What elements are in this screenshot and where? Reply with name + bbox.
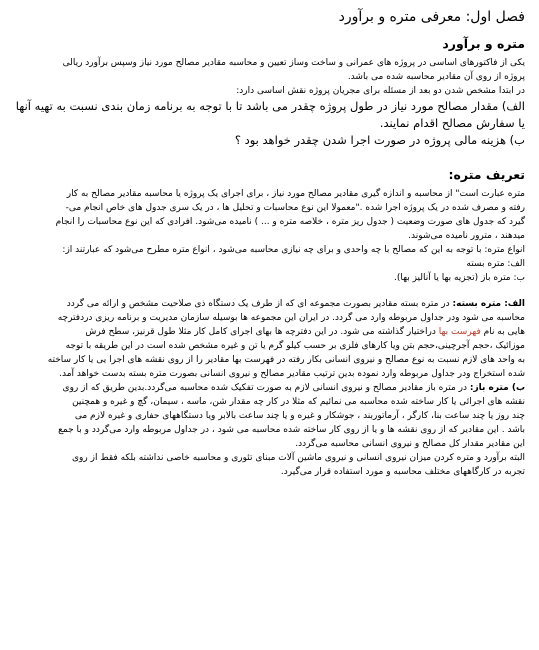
closed-estimation-line: به واحد های لازم نسبت به نوع مصالح و نیروی انسانی بکار رفته در فهرست بها مقادیر را از روی نقشه های اجرا یی یا کار ساخته <box>47 355 525 365</box>
price-list-term: فهرست بها <box>438 327 481 337</box>
closed-estimation-line: محاسبه می شود ودر جداول مربوطه وارد می گردد. در ایران این مجموعه ها بوسیله سازمان مدیریت و برنامه ریزی دردفترچه <box>57 313 525 323</box>
definition-line: میدهند ، مترور نامیده می‌شوند. <box>408 231 525 241</box>
intro-paragraph-line: در ابتدا مشخص شدن دو بعد از مسئله برای مجریان پروژه نقش اساسی دارد: <box>236 86 525 96</box>
final-note-line: البته برآورد و متره کردن میزان نیروی انسانی و نیروی ماشین آلات مبنای تئوری و محاسبه خاصی نداشته بلکه فقط از روی <box>72 453 525 463</box>
section-heading-estimation: متره و برآورد <box>442 36 525 51</box>
definition-line: متره عبارت است" از محاسبه و اندازه گیری مقادیر مصالح مورد نیاز ، برای اجرای یک پروژه یا محاسبه مقادیر مصالح به کار <box>66 189 525 199</box>
final-note-line: تجربه در کارگاههای مختلف محاسبه و مورد استفاده قرار می‌گیرد. <box>280 467 525 477</box>
chapter-title: فصل اول: معرفی متره و برآورد <box>338 9 525 25</box>
closed-estimation-line: هایی به نام فهرست بها دراختیار گذاشته می شود. در این دفترچه ها بهای اجرای کامل کار مثلا طول قرنیز، سطح فرش <box>85 327 525 337</box>
definition-line: گیرد که جدول های صورت وضعیت ( جدول ریز متره ، خلاصه متره و ... ) نامیده می‌شود. افرادی که این نوع محاسبات را انجام <box>55 217 525 227</box>
types-intro-line: انواع متره: با توجه به این که مصالح با چه واحدی و برای چه نیازی محاسبه می‌شود ، انواع متره مطرح می‌شود که عبارتند از: <box>62 245 525 255</box>
closed-estimation-label: الف: متره بسته: <box>452 299 525 309</box>
open-estimation-line: چند روز یا چند ساعت بنا، کارگر ، آرماتوربند ، جوشکار و غیره و یا چند ساعت بالابر ویا دستگاههای حفاری و غیره لازم می <box>74 411 525 421</box>
definition-line: رفته و مصرف شده در یک پروژه اجرا شده ."معمولا این نوع محاسبات و تحلیل ها ، در یک سری جدول های خاص انجام می- <box>65 203 525 213</box>
open-estimation-line: ب) متره باز: در متره باز مقادیر مصالح و نیروی انسانی لازم به صورت تفکیک شده محاسبه می‌گردد.بدین طریق که از روی <box>62 383 525 393</box>
point-alef-line: الف) مقدار مصالح مورد نیاز در طول پروژه چقدر می باشد تا با توجه به برنامه زمان بندی نسبت به تهیه آنها <box>15 99 525 113</box>
open-estimation-label: ب) متره باز: <box>469 383 525 393</box>
type-closed-item: الف: متره بسته <box>466 259 525 269</box>
section-heading-definition: تعریف متره: <box>448 167 525 182</box>
closed-estimation-line: شده استخراج ودر جداول مربوطه وارد نموده بدین ترتیب مقادیر مصالح و نیروی انسانی بصورت متره بسته بدست خواهد آمد. <box>59 369 525 379</box>
type-open-item: ب: متره باز (تجزیه بها یا آنالیز بها). <box>393 273 525 283</box>
point-alef-line: یا سفارش مصالح اقدام نمایند. <box>379 116 525 130</box>
point-be-line: ب) هزینه مالی پروژه در صورت اجرا شدن چقدر خواهد بود ؟ <box>234 133 525 147</box>
closed-estimation-line: الف: متره بسته: در متره بسته مقادیر بصورت مجموعه ای که از طرف یک دستگاه ذی صلاحیت مشخص و ارائه می گردد <box>66 299 525 309</box>
document-page <box>14 8 525 479</box>
open-estimation-line: باشد . این مقادیر که از روی نقشه ها و یا از روی کار ساخته شده محاسبه می شود ، در جداول مربوطه وارد می‌گردد و با جمع <box>58 425 525 435</box>
closed-estimation-line: موزائیک ،حجم آجرچینی،حجم بتن ویا کارهای فلزی بر حسب کیلو گرم یا تن و غیره مشخص شده است در این طریقه با توجه <box>65 341 525 351</box>
open-estimation-line: این مقادیر مقدار کل مصالح و نیروی انسانی محاسبه می‌گردد. <box>295 439 525 449</box>
intro-paragraph-line: یکی از فاکتورهای اساسی در پروژه های عمرانی و ساخت وساز تعیین و محاسبه مقادیر مصالح مورد نیاز وسپس برآورد ریالی <box>62 58 525 68</box>
open-estimation-line: نقشه های اجرائی یا کار ساخته شده محاسبه می نمائیم که مثلا در کار چه مقدار شن، ماسه ، سیمان، گچ و غیره و همچنین <box>72 397 525 407</box>
intro-paragraph-line: پروژه از روی آن مقادیر محاسبه شده می باشد. <box>347 72 525 82</box>
